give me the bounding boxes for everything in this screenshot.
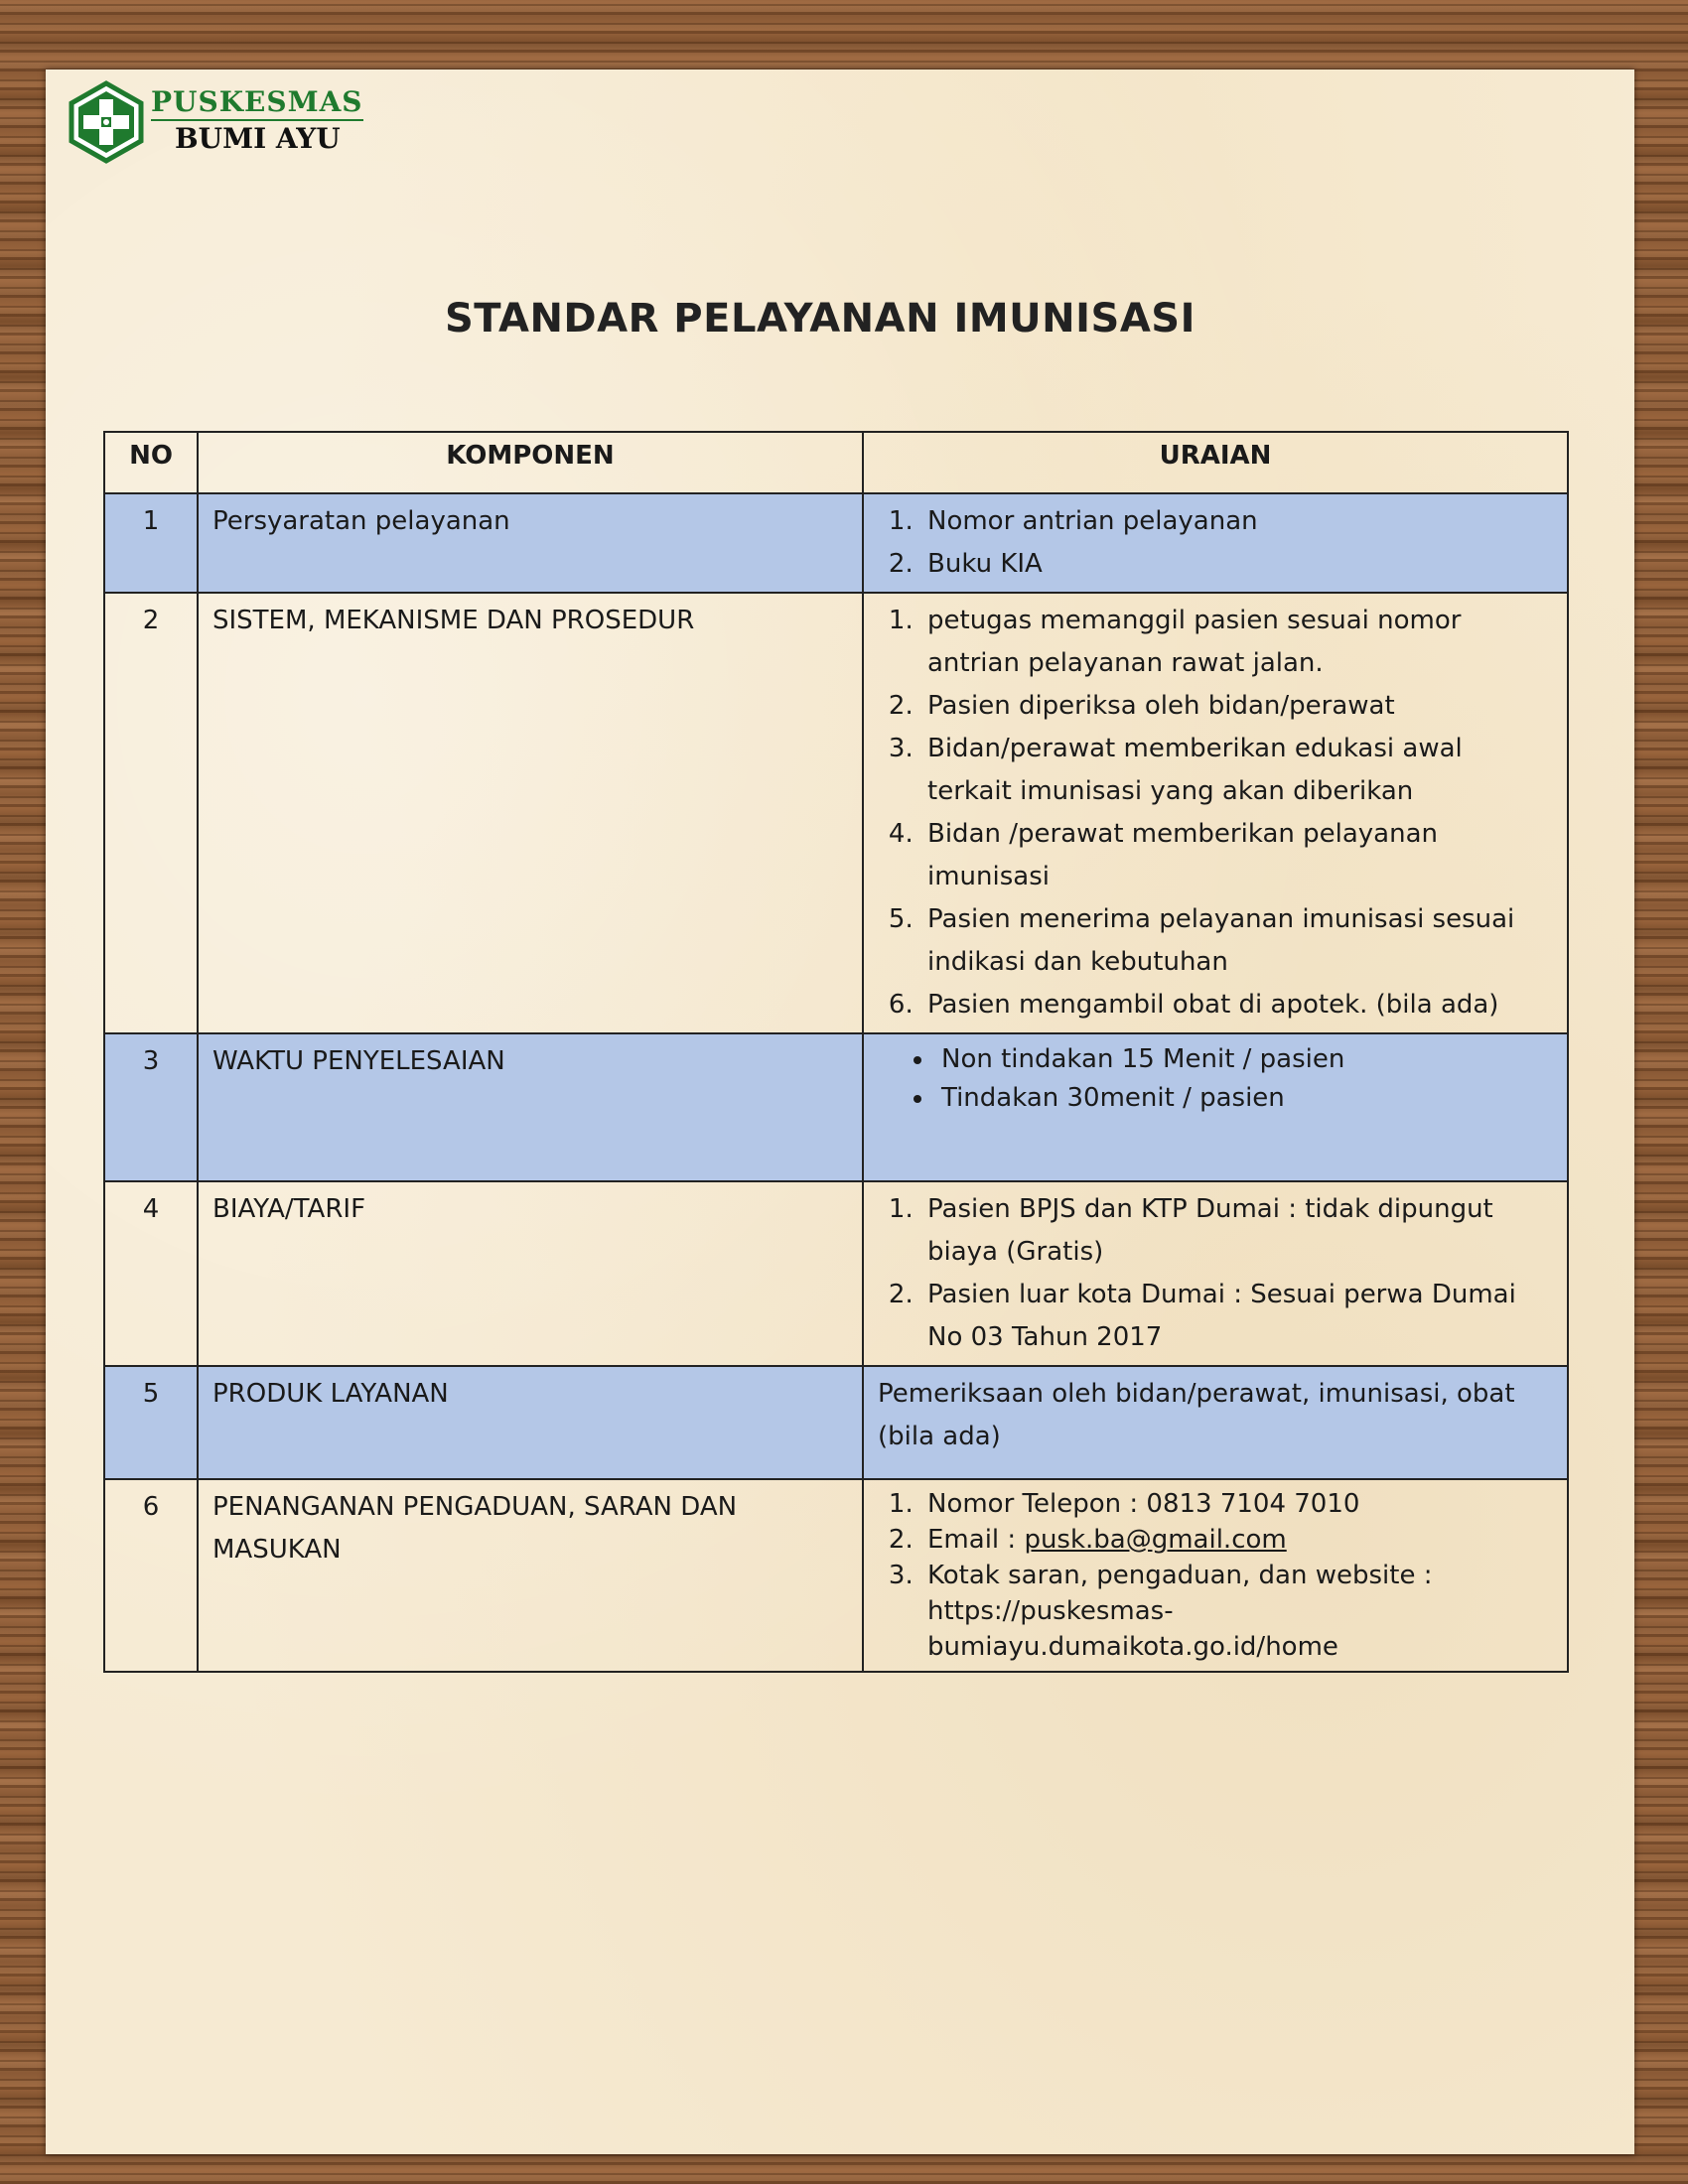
list-item: • Non tindakan 15 Menit / pasien bbox=[935, 1040, 1553, 1079]
row-uraian bbox=[863, 593, 1568, 1033]
list-item: 1. Nomor Telepon : 0813 7104 7010 bbox=[921, 1486, 1553, 1522]
table-row bbox=[104, 1181, 1568, 1366]
list-item-email bbox=[921, 1522, 1553, 1558]
list-item: 2. Buku KIA bbox=[921, 543, 1553, 586]
list-item: 3. Kotak saran, pengaduan, dan website : https://puskesmas-bumiayu.dumaikota.go.id/home bbox=[921, 1558, 1553, 1665]
list-item: 2. Pasien diperiksa oleh bidan/perawat bbox=[921, 685, 1553, 728]
list-item: 1. Nomor antrian pelayanan bbox=[921, 500, 1553, 543]
table-row bbox=[104, 593, 1568, 1033]
puskesmas-logo bbox=[64, 79, 361, 169]
row-number: 6 bbox=[104, 1479, 198, 1672]
list-item: 1. petugas memanggil pasien sesuai nomor antrian pelayanan rawat jalan. bbox=[921, 600, 1553, 685]
row-komponen: PENANGANAN PENGADUAN, SARAN DAN MASUKAN bbox=[198, 1479, 863, 1672]
document-page bbox=[46, 69, 1634, 2154]
row-uraian: Pemeriksaan oleh bidan/perawat, imunisasi, obat (bila ada) bbox=[863, 1366, 1568, 1479]
header-uraian: URAIAN bbox=[863, 432, 1568, 493]
row-komponen: PRODUK LAYANAN bbox=[198, 1366, 863, 1479]
row-uraian bbox=[863, 493, 1568, 593]
row-uraian bbox=[863, 1181, 1568, 1366]
table-row bbox=[104, 493, 1568, 593]
row-komponen: BIAYA/TARIF bbox=[198, 1181, 863, 1366]
table-row bbox=[104, 1366, 1568, 1479]
list-item: 2. Pasien luar kota Dumai : Sesuai perwa Dumai No 03 Tahun 2017 bbox=[921, 1274, 1553, 1359]
list-item: 3. Bidan/perawat memberikan edukasi awal terkait imunisasi yang akan diberikan bbox=[921, 728, 1553, 813]
row-uraian bbox=[863, 1479, 1568, 1672]
header-komponen: KOMPONEN bbox=[198, 432, 863, 493]
row-number: 1 bbox=[104, 493, 198, 593]
logo-subtitle: BUMI AYU bbox=[175, 122, 341, 155]
email-link[interactable]: pusk.ba@gmail.com bbox=[1024, 1525, 1287, 1555]
list-item: 5. Pasien menerima pelayanan imunisasi sesuai indikasi dan kebutuhan bbox=[921, 898, 1553, 984]
logo-title: PUSKESMAS bbox=[151, 85, 363, 121]
row-komponen: Persyaratan pelayanan bbox=[198, 493, 863, 593]
list-item: 4. Bidan /perawat memberikan pelayanan imunisasi bbox=[921, 813, 1553, 898]
row-number: 5 bbox=[104, 1366, 198, 1479]
page-title: STANDAR PELAYANAN IMUNISASI bbox=[445, 296, 1196, 341]
row-uraian bbox=[863, 1033, 1568, 1181]
table-row bbox=[104, 1033, 1568, 1181]
list-item: 6. Pasien mengambil obat di apotek. (bila ada) bbox=[921, 984, 1553, 1026]
table-header-row bbox=[104, 432, 1568, 493]
row-number: 4 bbox=[104, 1181, 198, 1366]
header-no: NO bbox=[104, 432, 198, 493]
row-number: 3 bbox=[104, 1033, 198, 1181]
email-label: Email : bbox=[927, 1525, 1025, 1555]
list-item: • Tindakan 30menit / pasien bbox=[935, 1079, 1553, 1118]
row-komponen: WAKTU PENYELESAIAN bbox=[198, 1033, 863, 1181]
cross-logo-icon bbox=[64, 79, 149, 165]
row-number: 2 bbox=[104, 593, 198, 1033]
service-standard-table bbox=[103, 431, 1569, 1673]
list-item: 1. Pasien BPJS dan KTP Dumai : tidak dipungut biaya (Gratis) bbox=[921, 1188, 1553, 1274]
row-komponen: SISTEM, MEKANISME DAN PROSEDUR bbox=[198, 593, 863, 1033]
table-row bbox=[104, 1479, 1568, 1672]
